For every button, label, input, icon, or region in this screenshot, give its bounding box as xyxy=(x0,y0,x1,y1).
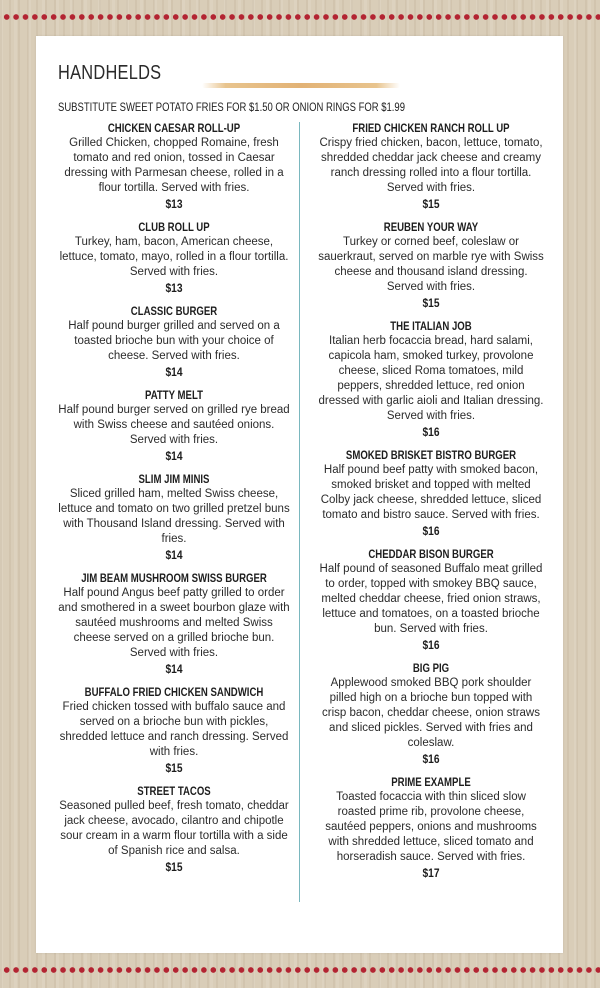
menu-item xyxy=(317,219,545,312)
menu-column-left xyxy=(58,120,290,882)
menu-item xyxy=(58,219,290,297)
menu-item xyxy=(58,120,290,213)
menu-item-description: Turkey or corned beef, coleslaw or sauerkraut, served on marble rye with Swiss cheese and thousand island dressing. Served with fries. xyxy=(318,236,544,293)
menu-item xyxy=(317,318,545,441)
menu-item-price: $14 xyxy=(165,548,183,562)
menu-item xyxy=(317,546,545,654)
menu-item-name: SLIM JIM MINIS xyxy=(138,472,210,486)
menu-item xyxy=(58,303,290,381)
menu-item-name: BIG PIG xyxy=(412,661,450,675)
menu-item xyxy=(317,447,545,540)
menu-item-description: Crispy fried chicken, bacon, lettuce, tomato, shredded cheddar jack cheese and creamy ranch dressing rolled into a flour tortilla. Served with fries. xyxy=(319,137,543,194)
menu-item-price: $13 xyxy=(165,281,183,295)
menu-item-description: Half pound of seasoned Buffalo meat grilled to order, topped with smokey BBQ sauce, melted cheddar cheese, fried onion straws, lettuce and tomatoes, on a toasted brioche bun. Served with fries. xyxy=(319,563,543,635)
menu-item-name: CLUB ROLL UP xyxy=(138,220,210,234)
decorative-brush-stroke xyxy=(202,83,400,88)
menu-item-price: $14 xyxy=(165,365,183,379)
menu-item-price: $15 xyxy=(165,860,183,874)
menu-item-name: PATTY MELT xyxy=(145,388,203,402)
menu-item-name: CLASSIC BURGER xyxy=(130,304,218,318)
menu-item-price: $15 xyxy=(165,761,183,775)
menu-item-name: PRIME EXAMPLE xyxy=(391,775,471,789)
menu-item xyxy=(58,684,290,777)
section-subtitle: SUBSTITUTE SWEET POTATO FRIES FOR $1.50 OR ONION RINGS FOR $1.99 xyxy=(58,100,405,114)
menu-item-description: Half pound beef patty with smoked bacon, smoked brisket and topped with melted Colby jack cheese, shredded lettuce, sliced tomato and bistro sauce. Served with fries. xyxy=(320,464,542,521)
menu-item-description: Sliced grilled ham, melted Swiss cheese, lettuce and tomato on two grilled pretzel buns with Thousand Island dressing. Served with fries. xyxy=(58,488,290,545)
menu-item-description: Half pound burger served on grilled rye bread with Swiss cheese and sautéed onions. Served with fries. xyxy=(58,404,290,446)
menu-item-price: $15 xyxy=(422,296,440,310)
menu-item-description: Fried chicken tossed with buffalo sauce and served on a brioche bun with pickles, shredded lettuce and ranch dressing. Served with fries. xyxy=(59,701,289,758)
menu-item-name: CHICKEN CAESAR ROLL-UP xyxy=(107,121,241,135)
menu-item-name: REUBEN YOUR WAY xyxy=(383,220,479,234)
menu-item-price: $14 xyxy=(165,449,183,463)
top-dot-border xyxy=(0,12,600,22)
menu-item xyxy=(58,387,290,465)
menu-item-description: Grilled Chicken, chopped Romaine, fresh tomato and red onion, tossed in Caesar dressing with Parmesan cheese, rolled in a flour tortilla. Served with fries. xyxy=(64,137,284,194)
menu-item xyxy=(58,783,290,876)
section-title: HANDHELDS xyxy=(58,62,162,84)
menu-item-price: $15 xyxy=(422,197,440,211)
menu-item xyxy=(317,120,545,213)
menu-item-name: STREET TACOS xyxy=(137,784,211,798)
menu-card xyxy=(36,36,563,953)
menu-item-name: BUFFALO FRIED CHICKEN SANDWICH xyxy=(84,685,264,699)
bottom-dot-border xyxy=(0,965,600,975)
menu-item-price: $17 xyxy=(422,866,440,880)
menu-item-price: $14 xyxy=(165,662,183,676)
menu-item-description: Half pound Angus beef patty grilled to order and smothered in a sweet bourbon glaze with sautéed mushrooms and melted Swiss cheese served on a grilled brioche bun. Served with fries. xyxy=(58,587,290,659)
menu-item-description: Turkey, ham, bacon, American cheese, lettuce, tomato, mayo, rolled in a flour tortilla. Served with fries. xyxy=(59,236,289,278)
menu-item xyxy=(58,471,290,564)
menu-item-description: Applewood smoked BBQ pork shoulder pilled high on a brioche bun topped with crisp bacon, cheddar cheese, onion straws and sliced pickles. Served with fries and coleslaw. xyxy=(322,677,540,749)
menu-item-name: CHEDDAR BISON BURGER xyxy=(368,547,494,561)
menu-item-name: SMOKED BRISKET BISTRO BURGER xyxy=(345,448,517,462)
menu-item-price: $16 xyxy=(422,752,440,766)
menu-item-price: $13 xyxy=(165,197,183,211)
menu-item-name: THE ITALIAN JOB xyxy=(390,319,472,333)
menu-item xyxy=(58,570,290,678)
menu-item-price: $16 xyxy=(422,524,440,538)
menu-item-description: Half pound burger grilled and served on a toasted brioche bun with your choice of cheese. Served with fries. xyxy=(68,320,280,362)
menu-item xyxy=(317,774,545,882)
menu-item-price: $16 xyxy=(422,638,440,652)
menu-item-name: JIM BEAM MUSHROOM SWISS BURGER xyxy=(81,571,267,585)
menu-item-description: Italian herb focaccia bread, hard salami, capicola ham, smoked turkey, provolone cheese, sliced Roma tomatoes, mild peppers, shredded lettuce, red onion dressed with garlic aioli and Italian dressing. Served with fries. xyxy=(318,335,544,422)
menu-item xyxy=(317,660,545,768)
menu-item-description: Seasoned pulled beef, fresh tomato, cheddar jack cheese, avocado, cilantro and chipotle sour cream in a warm flour tortilla with a side of Spanish rice and salsa. xyxy=(59,800,289,857)
menu-item-description: Toasted focaccia with thin sliced slow roasted prime rib, provolone cheese, sautéed peppers, onions and mushrooms with shredded lettuce, sliced tomato and horseradish sauce. Served with fries. xyxy=(325,791,537,863)
menu-column-right xyxy=(317,120,545,888)
menu-item-name: FRIED CHICKEN RANCH ROLL UP xyxy=(352,121,510,135)
menu-item-price: $16 xyxy=(422,425,440,439)
column-divider xyxy=(299,122,300,902)
